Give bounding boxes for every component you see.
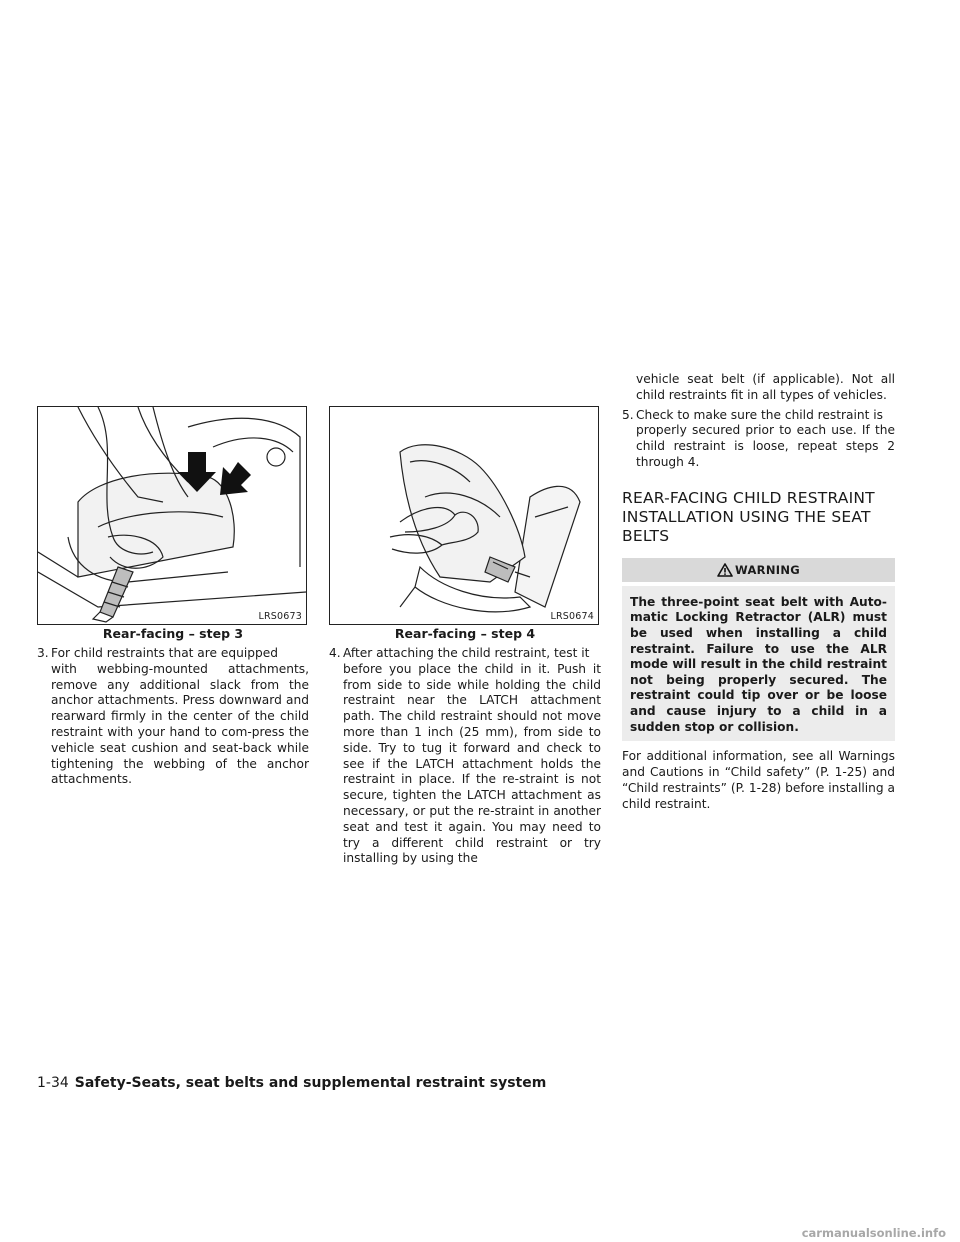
warning-label: WARNING [735,562,800,577]
illustration-step-4 [330,407,598,624]
warning-triangle-icon [717,563,733,577]
warning-box [622,558,895,741]
page-footer [37,1075,546,1091]
illustration-step-3 [38,407,306,624]
step-first-line: After attaching the child restraint, test it [343,646,590,660]
column-middle [329,406,601,867]
watermark: carmanualsonline.info [801,1226,946,1240]
figure-rear-facing-step-4 [329,406,599,625]
column-left [37,406,309,788]
step-3-text: with webbing-mounted attachments, remove any additional slack from the anchor attachments. Press downward and rearward firmly in the center of the child restraint with your hand to com-press the vehicle seat cushion and seat-back while tightening the webbing of the anchor attachments. [51,661,309,787]
figure-code: LRS0673 [258,611,302,622]
column-right [622,372,895,825]
warning-text: The three-point seat belt with Auto-matic Locking Retractor (ALR) must be used when installing a child restraint. Failure to use the ALR mode will result in the child restraint not being properly secured. The restraint could tip over or be loose and cause injury to a child in a sudden stop or collision. [622,586,895,741]
step-5 [622,408,895,424]
page-number: 1-34 [37,1075,69,1091]
figure-code: LRS0674 [550,611,594,622]
step-number: 4. [329,646,341,660]
step-number: 5. [622,407,634,422]
additional-info: For additional information, see all Warnings and Cautions in “Child safety” (P. 1-25) and “Child restraints” (P. 1-28) before installing a child restraint. [622,749,895,811]
step-4-text: before you place the child in it. Push it from side to side while holding the child restraint near the LATCH attachment path. The child restraint should not move more than 1 inch (25 mm), from side to side. Try to tug it forward and check to see if the LATCH attachment holds the restraint in place. If the re-straint is not secure, tighten the LATCH attachment as necessary, or put the re-straint in another seat and test it again. You may need to try a different child restraint or try installing by using the [343,661,601,866]
step-4-continued: vehicle seat belt (if applicable). Not all child restraints fit in all types of vehicles. [636,372,895,402]
step-4 [329,646,601,662]
warning-header [622,558,895,582]
step-number: 3. [37,646,49,660]
section-heading: REAR-FACING CHILD RESTRAINT INSTALLATION USING THE SEAT BELTS [622,488,875,545]
step-5-text: properly secured prior to each use. If the child restraint is loose, repeat steps 2 through 4. [636,423,895,469]
step-first-line: Check to make sure the child restraint is [636,407,884,422]
step-3 [37,646,309,662]
figure-rear-facing-step-3 [37,406,307,625]
chapter-title: Safety-Seats, seat belts and supplemental restraint system [74,1075,547,1091]
figure-caption: Rear-facing – step 4 [394,626,536,641]
figure-caption: Rear-facing – step 3 [102,626,244,641]
step-first-line: For child restraints that are equipped [51,646,278,660]
